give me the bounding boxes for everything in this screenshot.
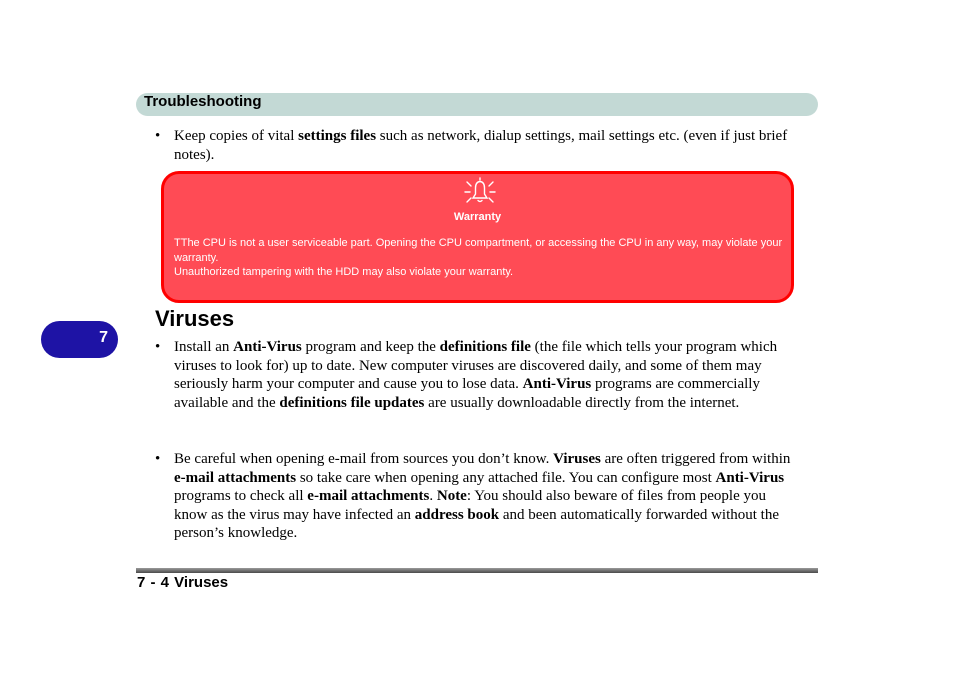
text-run: programs to check all xyxy=(174,488,308,505)
chapter-tab xyxy=(41,321,118,358)
bullet-anti-virus xyxy=(155,338,795,412)
bullet-email-caution xyxy=(155,450,795,543)
bullet-text xyxy=(174,450,795,543)
text-run: are usually downloadable directly from the internet. xyxy=(424,394,740,411)
bold-term: e-mail attachments xyxy=(307,488,430,505)
bold-term: Anti-Virus xyxy=(522,376,592,393)
chapter-number: 7 xyxy=(99,329,108,346)
bold-term: e-mail attachments xyxy=(174,469,297,486)
warning-line-cpu: TThe CPU is not a user serviceable part. Opening the CPU compartment, or accessing the CPU in any way, may violate your warranty. xyxy=(174,237,783,264)
text-run: Be careful when opening e-mail from sources you don’t know. xyxy=(174,451,554,467)
text-run: and been automatically forwarded without the person’s knowledge. xyxy=(174,506,780,542)
text-run: : You should also beware of files from people you know as the virus may have infected an xyxy=(174,488,766,523)
text-run: so take care when opening any attached file. You can configure most xyxy=(296,469,716,486)
header-title: Troubleshooting xyxy=(144,93,262,110)
section-title: Viruses xyxy=(155,306,235,331)
text-run: Keep copies of vital xyxy=(174,128,299,144)
bullet-dot: • xyxy=(155,339,161,355)
bold-term: Note xyxy=(436,488,467,505)
bullet-dot: • xyxy=(155,451,161,467)
text-run: such as network, dialup settings, mail settings etc. (even if just brief notes). xyxy=(174,128,788,163)
warning-text xyxy=(174,236,783,280)
bold-term: Anti-Virus xyxy=(233,339,302,355)
bold-term: definitions file updates xyxy=(279,394,425,411)
text-run: Install an xyxy=(174,339,234,355)
footer-rule xyxy=(136,568,818,573)
bold-term: settings files xyxy=(298,128,377,144)
text-run: programs are commercially available and the xyxy=(174,376,760,411)
bold-term: definitions file xyxy=(439,339,531,355)
page-footer: 7 - 4 Viruses xyxy=(137,574,229,591)
warranty-warning-box xyxy=(161,171,794,303)
warning-title: Warranty xyxy=(453,211,502,223)
bullet-settings-files xyxy=(155,127,795,164)
bold-term: Viruses xyxy=(553,451,601,467)
bullet-text xyxy=(174,127,795,164)
bold-term: address book xyxy=(414,506,500,523)
bullet-dot: • xyxy=(155,128,161,144)
text-run: are often triggered from within xyxy=(600,451,791,467)
text-run: . xyxy=(429,488,437,505)
section-header-bar xyxy=(136,93,818,116)
bell-icon xyxy=(461,176,499,204)
bullet-text xyxy=(174,338,795,412)
bold-term: Anti-Virus xyxy=(715,469,785,486)
text-run: program and keep the xyxy=(301,339,440,355)
warning-line-hdd: Unauthorized tampering with the HDD may also violate your warranty. xyxy=(174,266,514,278)
text-run: (the file which tells your program which viruses to look for) up to date. New computer viruses are discovered daily, and some of them may seriously harm your computer and cause you to lose data. xyxy=(174,339,778,393)
